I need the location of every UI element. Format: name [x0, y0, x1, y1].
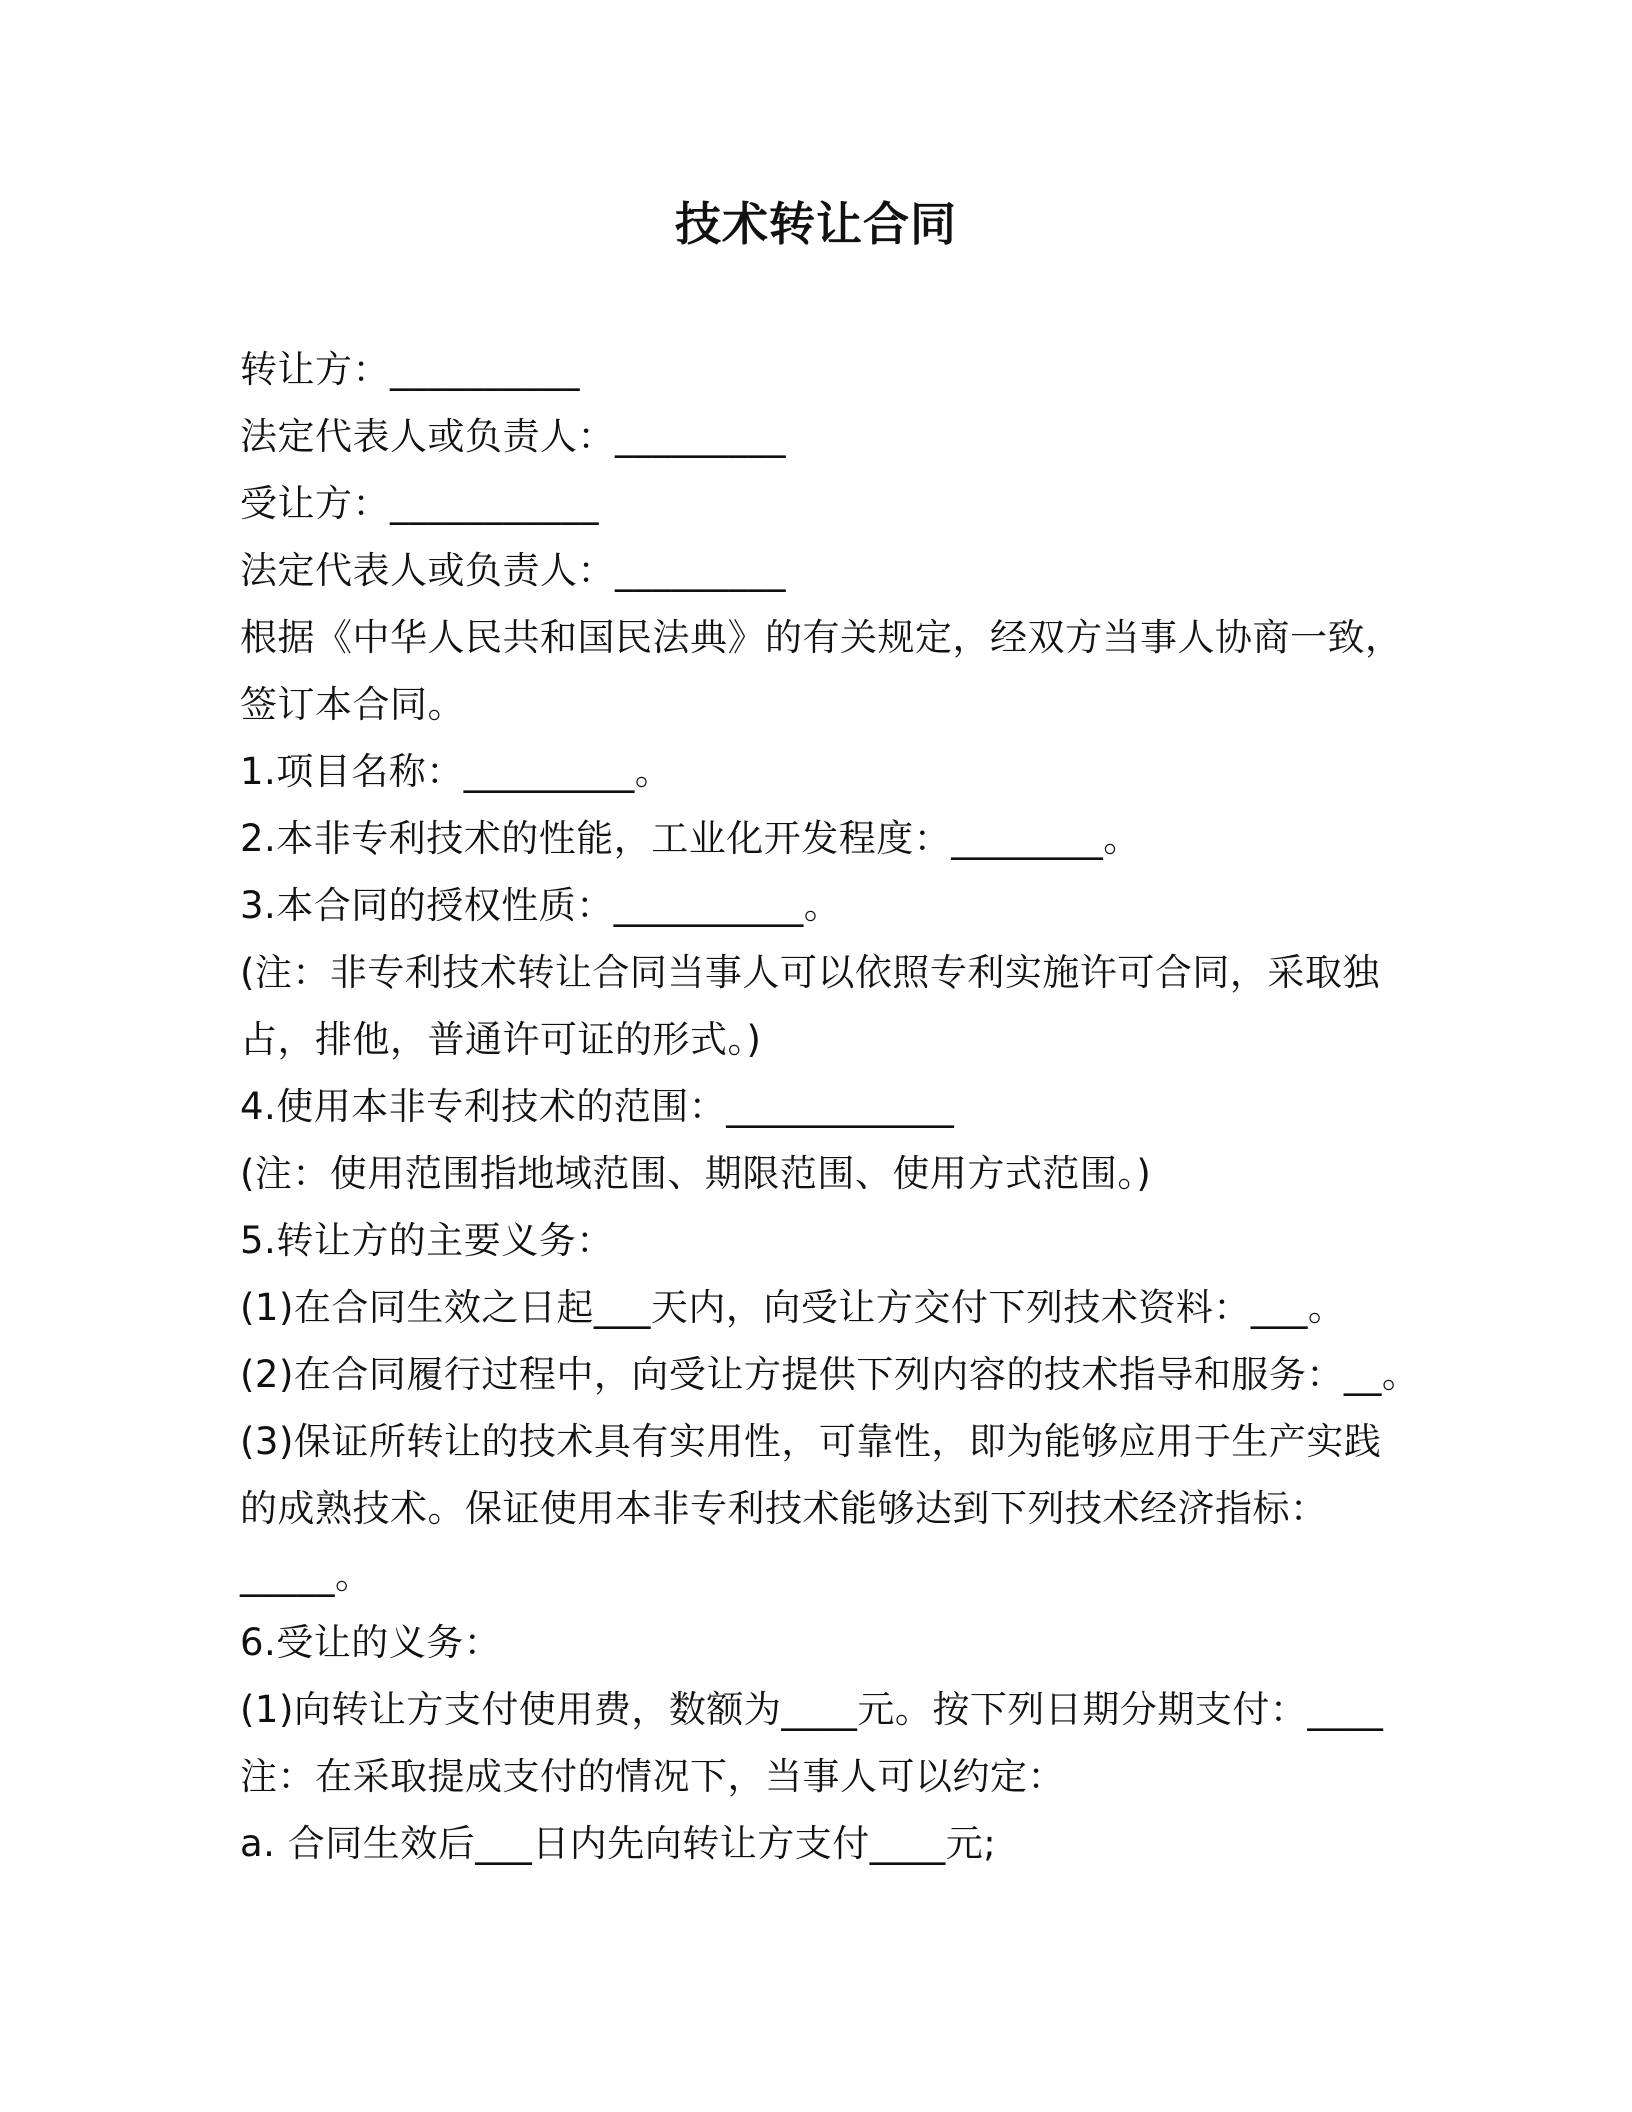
transferee-line: 受让方：___________	[240, 482, 599, 525]
clause-5-item-3-line-2: 的成熟技术。保证使用本非专利技术能够达到下列技术经济指标：	[240, 1487, 1328, 1530]
transferor-representative-line: 法定代表人或负责人：_________	[240, 415, 786, 458]
clause-6-item-1: (1)向转让方支付使用费，数额为____元。按下列日期分期支付：____	[240, 1688, 1384, 1731]
clause-2-performance: 2.本非专利技术的性能，工业化开发程度：________。	[240, 817, 1141, 860]
clause-5-heading: 5.转让方的主要义务：	[240, 1219, 614, 1262]
clause-3-note-line-2: 占，排他，普通许可证的形式。)	[240, 1018, 762, 1061]
clause-5-item-3-line-3: _____。	[240, 1554, 373, 1597]
clause-6-note: 注：在采取提成支付的情况下，当事人可以约定：	[240, 1755, 1065, 1798]
document-body	[240, 336, 1420, 1877]
clause-6-option-a: a. 合同生效后___日内先向转让方支付____元;	[240, 1822, 997, 1865]
clause-5-item-3-line-1: (3)保证所转让的技术具有实用性，可靠性，即为能够应用于生产实践	[240, 1420, 1382, 1463]
clause-6-heading: 6.受让的义务：	[240, 1621, 502, 1664]
clause-4-note: (注：使用范围指地域范围、期限范围、使用方式范围。)	[240, 1152, 1152, 1195]
clause-3-license-nature: 3.本合同的授权性质：__________。	[240, 884, 842, 927]
clause-4-scope: 4.使用本非专利技术的范围：____________	[240, 1085, 955, 1128]
clause-3-note-line-1: (注：非专利技术转让合同当事人可以依照专利实施许可合同，采取独	[240, 951, 1380, 994]
legal-basis-line-2: 签订本合同。	[240, 683, 465, 726]
clause-5-item-1: (1)在合同生效之日起___天内，向受让方交付下列技术资料：___。	[240, 1286, 1346, 1329]
clause-5-item-2: (2)在合同履行过程中，向受让方提供下列内容的技术指导和服务：__。	[240, 1353, 1420, 1396]
legal-basis-line-1: 根据《中华人民共和国民法典》的有关规定，经双方当事人协商一致，	[240, 616, 1403, 659]
clause-1-project-name: 1.项目名称：_________。	[240, 750, 673, 793]
transferor-line: 转让方：__________	[240, 348, 580, 391]
transferee-representative-line: 法定代表人或负责人：_________	[240, 549, 786, 592]
document-title: 技术转让合同	[675, 197, 957, 251]
